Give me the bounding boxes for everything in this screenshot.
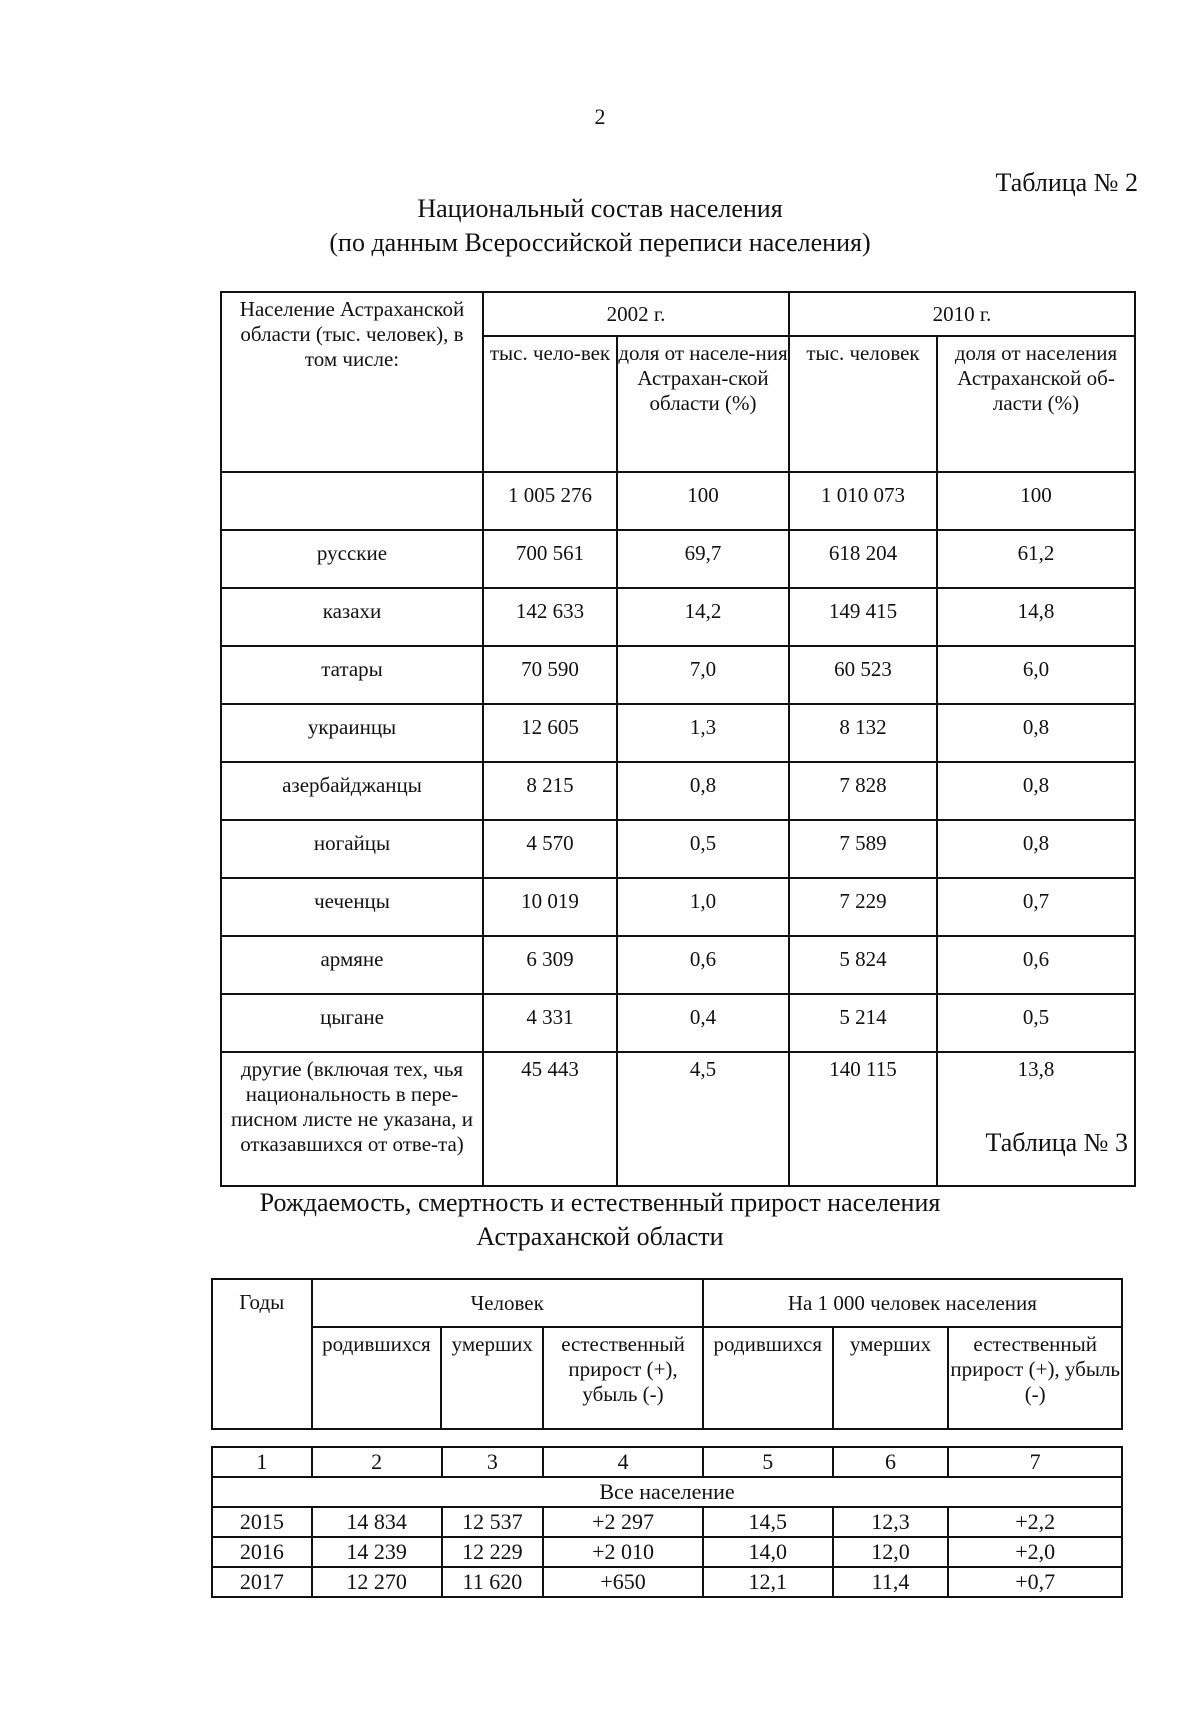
cell-share-2010: 6,0 <box>937 646 1135 704</box>
column-number: 5 <box>703 1447 833 1477</box>
cell-count-2002: 4 331 <box>483 994 617 1052</box>
cell-share-2002: 7,0 <box>617 646 789 704</box>
cell-born: 14 834 <box>312 1507 442 1537</box>
row-name <box>221 472 483 530</box>
section-all-population: Все население <box>212 1477 1122 1507</box>
cell-died-rate: 12,3 <box>833 1507 949 1537</box>
row-name: ногайцы <box>221 820 483 878</box>
cell-share-2002: 0,4 <box>617 994 789 1052</box>
cell-died: 12 537 <box>442 1507 544 1537</box>
table-row <box>221 472 1135 530</box>
column-number: 1 <box>212 1447 312 1477</box>
cell-count-2002: 12 605 <box>483 704 617 762</box>
cell-natural: +2 010 <box>543 1537 703 1567</box>
cell-share-2002: 1,3 <box>617 704 789 762</box>
table2-title <box>200 192 1000 260</box>
cell-count-2010: 7 589 <box>789 820 937 878</box>
cell-share-2002: 14,2 <box>617 588 789 646</box>
cell-born: 12 270 <box>312 1567 442 1597</box>
cell-count-2010: 149 415 <box>789 588 937 646</box>
cell-year: 2017 <box>212 1567 312 1597</box>
cell-share-2002: 0,8 <box>617 762 789 820</box>
table-row <box>221 994 1135 1052</box>
cell-count-2002: 70 590 <box>483 646 617 704</box>
header-years: Годы <box>212 1279 312 1429</box>
row-name: армяне <box>221 936 483 994</box>
cell-count-2002: 6 309 <box>483 936 617 994</box>
cell-count-2010: 5 824 <box>789 936 937 994</box>
cell-share-2010: 0,6 <box>937 936 1135 994</box>
row-name: казахи <box>221 588 483 646</box>
cell-died-rate: 12,0 <box>833 1537 949 1567</box>
table-row <box>212 1537 1122 1567</box>
cell-count-2002: 8 215 <box>483 762 617 820</box>
table-row <box>221 704 1135 762</box>
cell-count-2002: 700 561 <box>483 530 617 588</box>
row-name: украинцы <box>221 704 483 762</box>
cell-natural-rate: +0,7 <box>948 1567 1122 1597</box>
section-row <box>212 1477 1122 1507</box>
column-number-row <box>212 1447 1122 1477</box>
table-row <box>221 762 1135 820</box>
row-name: цыгане <box>221 994 483 1052</box>
cell-count-2010: 5 214 <box>789 994 937 1052</box>
header-people: Человек <box>312 1279 703 1327</box>
column-number: 7 <box>948 1447 1122 1477</box>
cell-share-2002: 4,5 <box>617 1052 789 1186</box>
cell-count-2002: 10 019 <box>483 878 617 936</box>
cell-count-2002: 142 633 <box>483 588 617 646</box>
cell-share-2010: 13,8 <box>937 1052 1135 1186</box>
table3-label: Таблица № 3 <box>985 1128 1128 1157</box>
cell-share-2002: 100 <box>617 472 789 530</box>
row-name: другие (включая тех, чья национальность в пере-писном листе не указана, и отказавшихся от отве-та) <box>221 1052 483 1186</box>
table3-title-line1: Рождаемость, смертность и естественный прирост населения <box>259 1188 941 1217</box>
cell-share-2002: 0,6 <box>617 936 789 994</box>
cell-share-2010: 0,8 <box>937 820 1135 878</box>
cell-count-2010: 7 828 <box>789 762 937 820</box>
cell-share-2010: 0,5 <box>937 994 1135 1052</box>
header-year-2002: 2002 г. <box>483 292 789 336</box>
birth-death-body-table <box>211 1446 1123 1598</box>
cell-died: 11 620 <box>442 1567 544 1597</box>
table-row <box>212 1507 1122 1537</box>
header-natural: естественный прирост (+), убыль (-) <box>543 1327 703 1429</box>
table-row <box>221 936 1135 994</box>
header-population: Население Астраханской области (тыс. человек), в том числе: <box>221 292 483 472</box>
cell-count-2010: 140 115 <box>789 1052 937 1186</box>
table-row-other <box>221 1052 1135 1186</box>
row-name: азербайджанцы <box>221 762 483 820</box>
table-row <box>212 1567 1122 1597</box>
row-name: чеченцы <box>221 878 483 936</box>
column-number: 4 <box>543 1447 703 1477</box>
header-year-2010: 2010 г. <box>789 292 1135 336</box>
cell-count-2002: 1 005 276 <box>483 472 617 530</box>
table-row <box>221 878 1135 936</box>
cell-natural-rate: +2,0 <box>948 1537 1122 1567</box>
cell-count-2002: 45 443 <box>483 1052 617 1186</box>
header-count-2010: тыс. человек <box>789 336 937 472</box>
table-row <box>221 588 1135 646</box>
table3-title <box>200 1186 1000 1254</box>
header-share-2010: доля от населения Астраханской об-ласти (%) <box>937 336 1135 472</box>
header-natural-rate: естественный прирост (+), убыль (-) <box>948 1327 1122 1429</box>
cell-count-2010: 618 204 <box>789 530 937 588</box>
column-number: 3 <box>442 1447 544 1477</box>
cell-share-2010: 0,7 <box>937 878 1135 936</box>
table3-title-line2: Астраханской области <box>476 1222 724 1251</box>
header-died: умерших <box>441 1327 543 1429</box>
cell-died-rate: 11,4 <box>833 1567 949 1597</box>
cell-count-2010: 1 010 073 <box>789 472 937 530</box>
header-count-2002: тыс. чело-век <box>483 336 617 472</box>
table2-title-line1: Национальный состав населения <box>417 194 783 223</box>
cell-born-rate: 14,5 <box>703 1507 833 1537</box>
cell-natural-rate: +2,2 <box>948 1507 1122 1537</box>
table-row <box>221 646 1135 704</box>
cell-share-2002: 0,5 <box>617 820 789 878</box>
cell-count-2010: 60 523 <box>789 646 937 704</box>
cell-share-2002: 1,0 <box>617 878 789 936</box>
header-per-1000: На 1 000 человек населения <box>703 1279 1122 1327</box>
row-name: татары <box>221 646 483 704</box>
table2-label: Таблица № 2 <box>995 168 1138 197</box>
cell-born: 14 239 <box>312 1537 442 1567</box>
cell-count-2010: 7 229 <box>789 878 937 936</box>
row-name: русские <box>221 530 483 588</box>
cell-died: 12 229 <box>442 1537 544 1567</box>
header-died-rate: умерших <box>833 1327 949 1429</box>
column-number: 2 <box>312 1447 442 1477</box>
page-number: 2 <box>594 104 606 129</box>
cell-natural: +650 <box>543 1567 703 1597</box>
column-number: 6 <box>833 1447 949 1477</box>
cell-share-2010: 0,8 <box>937 762 1135 820</box>
header-born: родившихся <box>312 1327 442 1429</box>
cell-share-2002: 69,7 <box>617 530 789 588</box>
header-born-rate: родившихся <box>703 1327 833 1429</box>
header-share-2002: доля от населе-ния Астрахан-ской области (%) <box>617 336 789 472</box>
cell-share-2010: 61,2 <box>937 530 1135 588</box>
table-row <box>221 530 1135 588</box>
birth-death-header-table <box>211 1278 1123 1430</box>
cell-born-rate: 12,1 <box>703 1567 833 1597</box>
table2-title-line2: (по данным Всероссийской переписи населения) <box>329 228 871 257</box>
cell-share-2010: 14,8 <box>937 588 1135 646</box>
cell-born-rate: 14,0 <box>703 1537 833 1567</box>
cell-count-2002: 4 570 <box>483 820 617 878</box>
cell-share-2010: 100 <box>937 472 1135 530</box>
table-row <box>221 820 1135 878</box>
cell-natural: +2 297 <box>543 1507 703 1537</box>
nationality-table <box>220 291 1136 1187</box>
cell-count-2010: 8 132 <box>789 704 937 762</box>
cell-year: 2015 <box>212 1507 312 1537</box>
cell-share-2010: 0,8 <box>937 704 1135 762</box>
cell-year: 2016 <box>212 1537 312 1567</box>
